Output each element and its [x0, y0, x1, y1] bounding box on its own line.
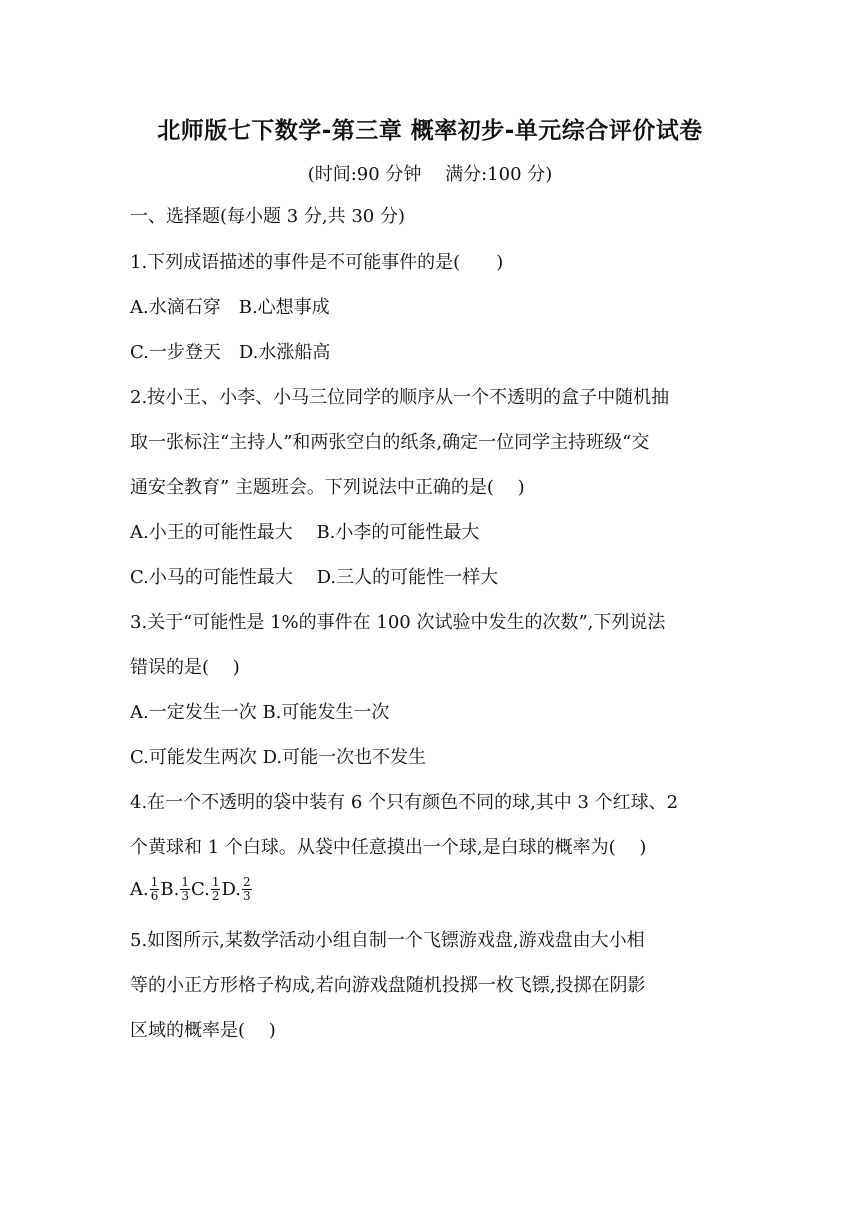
question-1-options-ab: A.水滴石穿 B.心想事成	[130, 297, 330, 318]
option-b-label: B.	[160, 878, 180, 900]
exam-info: (时间:90 分钟 满分:100 分)	[307, 164, 553, 185]
question-3-stem-line-2: 错误的是( )	[130, 657, 240, 678]
question-4-stem-line-1: 4.在一个不透明的袋中装有 6 个只有颜色不同的球,其中 3 个红球、2	[130, 792, 679, 813]
fraction-b-numerator: 1	[181, 875, 189, 889]
option-a	[130, 875, 160, 903]
question-1-options-cd: C.一步登天 D.水涨船高	[130, 342, 331, 363]
fraction-a-denominator: 6	[150, 889, 159, 903]
section-heading: 一、选择题(每小题 3 分,共 30 分)	[130, 206, 406, 227]
question-2-options-ab: A.小王的可能性最大 B.小李的可能性最大	[130, 522, 480, 543]
option-b	[160, 875, 191, 903]
option-d-label: D.	[221, 878, 241, 900]
fraction-a	[150, 876, 160, 903]
option-c-label: C.	[190, 878, 210, 900]
page-title: 北师版七下数学-第三章 概率初步-单元综合评价试卷	[157, 118, 703, 144]
fraction-b-denominator: 3	[181, 889, 189, 903]
option-d	[221, 875, 252, 903]
question-5-stem-line-1: 5.如图所示,某数学活动小组自制一个飞镖游戏盘,游戏盘由大小相	[130, 930, 645, 951]
question-2-stem-line-1: 2.按小王、小李、小马三位同学的顺序从一个不透明的盒子中随机抽	[130, 387, 670, 408]
question-5-stem-line-3: 区域的概率是( )	[130, 1020, 276, 1041]
question-2-options-cd: C.小马的可能性最大 D.三人的可能性一样大	[130, 567, 499, 588]
question-4-stem-line-2: 个黄球和 1 个白球。从袋中任意摸出一个球,是白球的概率为( )	[130, 837, 647, 858]
question-5-stem-line-2: 等的小正方形格子构成,若向游戏盘随机投掷一枚飞镖,投掷在阴影	[130, 975, 646, 996]
option-a-label: A.	[130, 878, 149, 900]
fraction-d-numerator: 2	[242, 875, 251, 889]
fraction-c-denominator: 2	[211, 889, 220, 903]
fraction-c	[211, 876, 221, 903]
question-2-stem-line-2: 取一张标注“主持人”和两张空白的纸条,确定一位同学主持班级“交	[130, 432, 650, 453]
option-c	[190, 875, 222, 903]
question-3-options-cd: C.可能发生两次 D.可能一次也不发生	[130, 747, 427, 768]
fraction-c-numerator: 1	[211, 875, 220, 889]
fraction-b	[180, 876, 190, 903]
question-3-stem-line-1: 3.关于“可能性是 1%的事件在 100 次试验中发生的次数”,下列说法	[130, 612, 666, 633]
fraction-a-numerator: 1	[150, 875, 159, 889]
question-3-options-ab: A.一定发生一次 B.可能发生一次	[130, 702, 390, 723]
fraction-d	[242, 876, 252, 903]
question-1-stem: 1.下列成语描述的事件是不可能事件的是( )	[130, 252, 504, 273]
fraction-d-denominator: 3	[242, 889, 251, 903]
question-2-stem-line-3: 通安全教育” 主题班会。下列说法中正确的是( )	[130, 477, 525, 498]
question-4-options	[130, 876, 740, 903]
